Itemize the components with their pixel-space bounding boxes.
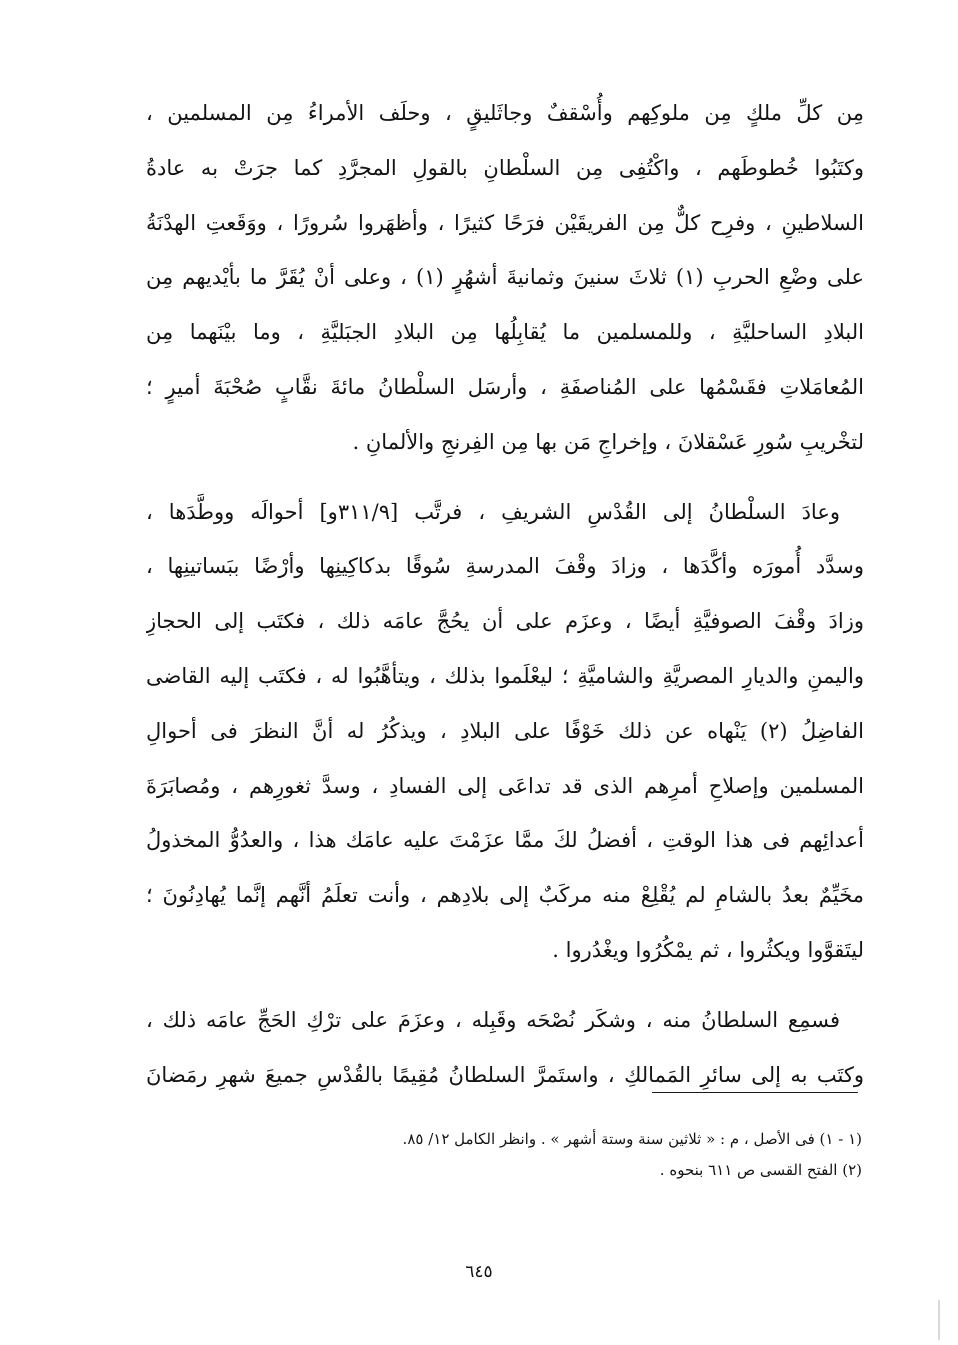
paragraph-gap [146, 470, 864, 485]
text-line: على وضْعِ الحربِ (١) ثلاثَ سنينَ وثمانيةَ أشهُرٍ (١) ، وعلى أنْ يُقَرَّ ما بأيْديهم مِن [146, 265, 864, 290]
footnotes [146, 1124, 862, 1186]
footnote: (٢) الفتح القسى ص ٦١١ بنحوه . [659, 1161, 862, 1179]
page-number: ٦٤٥ [465, 1262, 493, 1282]
text-line: وعادَ السلْطانُ إلى القُدْسِ الشريفِ ، فرتَّب [٣١١/٩و] أحوالَه ووطَّدَها ، [146, 499, 840, 524]
footnote: (١ - ١) فى الأصل ، م : « ثلاثين سنة وستة أشهر » . وانظر الكامل ١٢/ ٨٥. [402, 1130, 862, 1148]
text-line: وسدَّد أُمورَه وأكَّدَها ، وزادَ وقْفَ المدرسةِ سُوقًا بدكاكِينِها وأرْضًا ببَساتينِها ، [146, 554, 864, 579]
text-line: السلاطينِ ، وفرِح كلٌّ مِن الفريقَيْن فرَحًا كثيرًا ، وأظهَروا سُرورًا ، ووَقَعتِ الهدْنَةُ [146, 210, 864, 235]
text-line: المُعامَلاتِ فقَسْمُها على المُناصفَةِ ، وأرسَل السلْطانُ مائةَ نقَّابٍ صُحْبَةَ أميرٍ ؛ [146, 374, 864, 399]
text-line: وزادَ وقْفَ الصوفيَّةِ أيضًا ، وعزَم على أن يحُجَّ عامَه ذلك ، فكتَب إلى الحجازِ [146, 609, 864, 634]
paragraph-gap [146, 978, 864, 993]
paragraph-3 [146, 993, 864, 1103]
text-line: لتخْريبِ سُورِ عَسْقلانَ ، وإخراجِ مَن بها مِن الفِرنجِ والألمانِ . [352, 429, 864, 454]
text-line: البلادِ الساحليَّةِ ، وللمسلمين ما يُقابِلُها مِن البلادِ الجبَليَّةِ ، وما بيْنَهما مِن [146, 320, 864, 345]
scan-edge-mark [938, 1300, 940, 1340]
text-line: مِن كلِّ ملكٍ مِن ملوكِهم وأُسْقفٌ وجاثَليقٍ ، وحلَف الأمراءُ مِن المسلمين ، [146, 101, 864, 125]
text-line: ليتَقوَّوا ويكثُروا ، ثم يمْكُرُوا ويغْدُروا . [552, 937, 864, 962]
text-line: وكتَبُوا خُطوطَهم ، واكْتُفِى مِن السلْطانِ بالقولِ المجرَّدِ كما جرَتْ به عادةُ [146, 155, 864, 180]
text-line: الفاضِلُ (٢) يَنْهاه عن ذلك خَوْفًا على البلادِ ، ويذكُرُ له أنَّ النظرَ فى أحوالِ [146, 718, 864, 743]
footnote-separator [652, 1092, 858, 1093]
text-line: المسلمين وإصلاحِ أمرِهم الذى قد تداعَى إلى الفسادِ ، وسدَّ ثغورِهم ، ومُصابَرَةَ [146, 773, 864, 798]
text-line: مخَيِّمٌ بعدُ بالشامِ لم يُقْلِعْ منه مركَبٌ إلى بلادِهم ، وأنت تعلَمُ أنَّهم إنَّما يُهادِنُونَ ؛ [146, 883, 864, 908]
text-line: أعدائِهم فى هذا الوقتِ ، أفضلُ لكَ ممَّا عزَمْتَ عليه عامَك هذا ، والعدُوُّ المخذولُ [146, 828, 864, 853]
text-line: وكتَب به إلى سائرِ المَمالكِ ، واستَمرَّ السلطانُ مُقِيمًا بالقُدْسِ جميعَ شهرِ رمَضانَ [146, 1062, 864, 1087]
text-line: واليمنِ والديارِ المصريَّةِ والشاميَّةِ ؛ ليعْلَموا بذلك ، ويتأهَّبُوا له ، فكتَب إليه القاضى [146, 663, 864, 688]
paragraph-2 [146, 485, 864, 978]
text-line: فسمِع السلطانُ منه ، وشكَر نُصْحَه وقَبِله ، وعزَمَ على ترْكِ الحَجِّ عامَه ذلك ، [146, 1007, 840, 1032]
main-text [146, 86, 864, 1102]
paragraph-1 [146, 86, 864, 470]
